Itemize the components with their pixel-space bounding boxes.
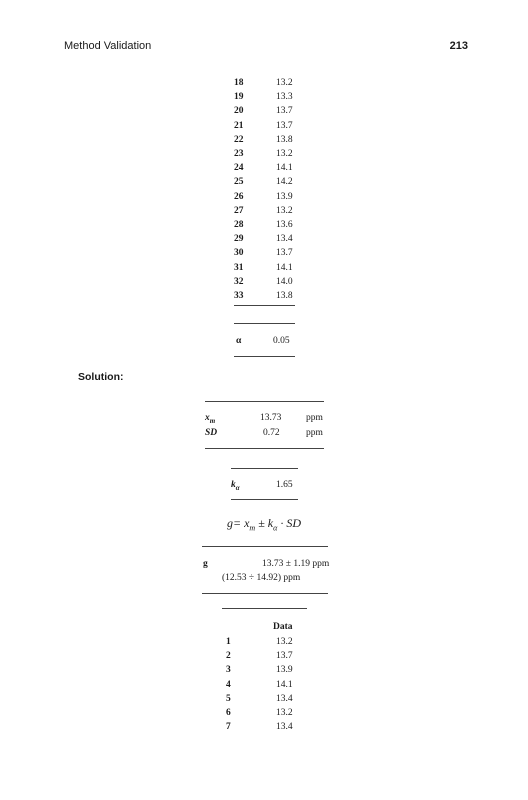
table-row [0,218,528,232]
row-value: 13.4 [276,722,293,733]
table-row [0,147,528,161]
table-row [0,76,528,90]
table-row [0,706,528,720]
alpha-value: 0.05 [273,336,290,346]
row-number: 24 [234,163,244,174]
table-row [0,119,528,133]
table-row [0,720,528,734]
table-row [0,90,528,104]
row-value: 13.9 [276,191,293,202]
row-value: 13.2 [276,637,293,647]
alpha-label: α [236,336,242,346]
row-value: 14.1 [276,163,293,174]
row-number: 3 [226,665,231,676]
row-number: 19 [234,92,244,103]
row-number: 28 [234,220,244,230]
result-range: (12.53 ÷ 14.92) ppm [222,573,301,583]
table-row [0,246,528,260]
row-value: 13.3 [276,92,293,103]
data-column-header: Data [273,622,293,632]
table-row [0,678,528,692]
result-label: g [203,559,208,569]
table-rule [202,546,328,547]
row-number: 30 [234,248,244,259]
table-row [0,635,528,649]
table-row [0,289,528,303]
row-value: 13.4 [276,693,293,704]
table-row [0,104,528,118]
xm-value: 13.73 [260,413,282,423]
row-number: 31 [234,262,244,273]
row-value: 13.7 [276,248,293,259]
alpha-row [0,334,528,348]
row-value: 14.1 [276,679,293,690]
sd-label: SD [205,428,218,438]
k-label: $k_\alpha$ [231,480,240,492]
k-value: 1.65 [276,480,293,490]
row-value: 13.2 [276,78,293,88]
result-value: 13.73 ± 1.19 ppm [262,559,330,569]
row-value: 13.7 [276,120,293,131]
page-number: 213 [449,40,468,52]
table-rule [231,499,298,500]
row-value: 13.4 [276,234,293,245]
row-number: 7 [226,722,231,733]
table-rule [222,608,307,609]
row-number: 6 [226,708,231,718]
xm-unit: ppm [306,413,323,423]
row-value: 13.8 [276,291,293,301]
table-row [0,204,528,218]
row-value: 14.2 [276,177,293,188]
formula: $g= x_m \pm k_\alpha$ · SD [226,516,301,533]
row-value: 13.9 [276,665,293,676]
table-row [0,175,528,189]
row-number: 2 [226,651,231,662]
row-number: 1 [226,637,231,647]
row-number: 4 [226,679,231,690]
xm-label: $x_m$ [205,413,216,425]
table-row [0,663,528,677]
data-table-header [0,620,528,634]
table-rule [234,356,295,357]
table-rule [234,323,295,324]
row-value: 13.6 [276,220,293,230]
table-row [0,190,528,204]
row-number: 26 [234,191,244,202]
running-header-title: Method Validation [64,40,152,52]
row-number: 21 [234,120,244,131]
sd-value: 0.72 [263,428,280,438]
row-number: 33 [234,291,244,301]
row-number: 27 [234,205,244,216]
row-number: 29 [234,234,244,245]
table-row [0,161,528,175]
row-number: 25 [234,177,244,188]
table-rule [231,468,298,469]
table-rule [205,401,324,402]
xm-row [0,411,528,425]
table-row [0,275,528,289]
sd-unit: ppm [306,428,323,438]
result-row [0,557,528,571]
row-number: 20 [234,106,244,117]
k-row [0,478,528,492]
row-value: 13.2 [276,205,293,216]
table-rule [202,593,328,594]
row-value: 13.8 [276,134,293,145]
row-number: 22 [234,134,244,145]
table-row [0,232,528,246]
row-number: 5 [226,693,231,704]
row-number: 18 [234,78,244,88]
solution-heading: Solution: [78,371,124,383]
table-row [0,261,528,275]
table-rule [205,448,324,449]
result-range-row [0,571,528,585]
row-number: 32 [234,276,244,287]
row-value: 13.7 [276,651,293,662]
table-row [0,692,528,706]
row-value: 13.7 [276,106,293,117]
table-rule [234,305,295,306]
row-number: 23 [234,149,244,159]
row-value: 13.2 [276,149,293,159]
row-value: 13.2 [276,708,293,718]
table-row [0,649,528,663]
sd-row [0,426,528,440]
table-row [0,133,528,147]
row-value: 14.0 [276,276,293,287]
row-value: 14.1 [276,262,293,273]
